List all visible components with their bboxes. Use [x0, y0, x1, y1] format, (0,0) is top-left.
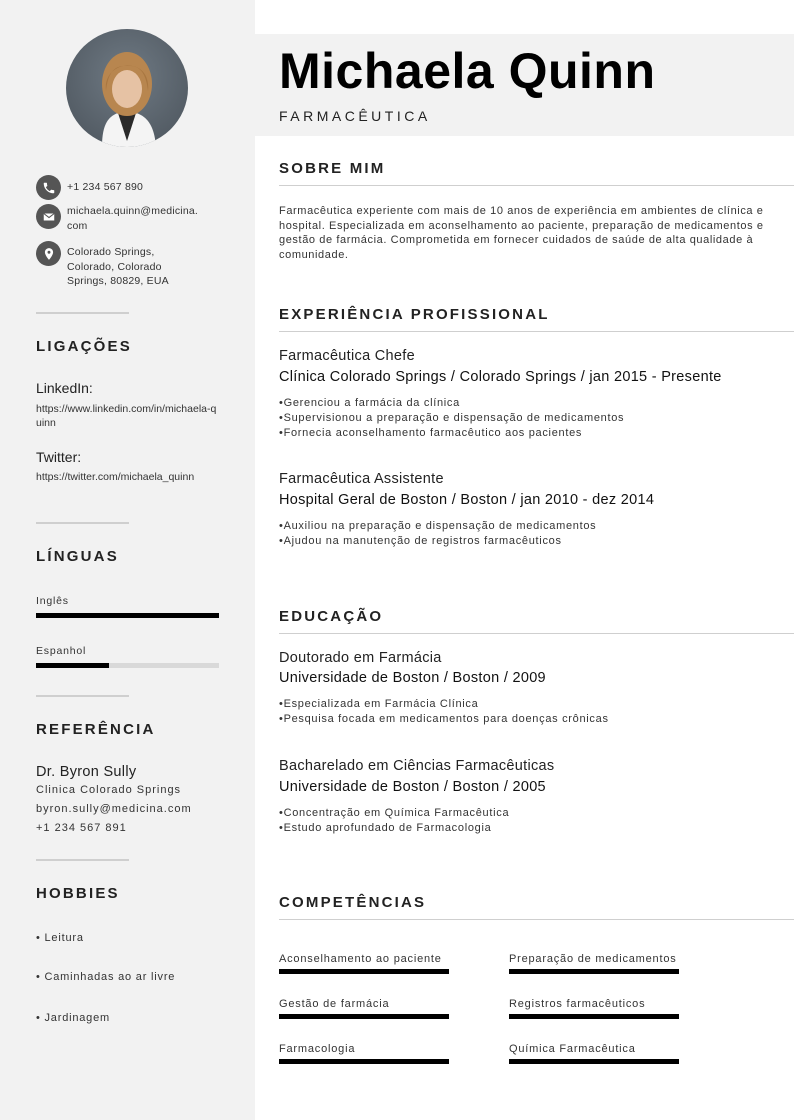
divider	[36, 312, 129, 314]
education-heading: EDUCAÇÃO	[279, 608, 384, 625]
full-name: Michaela Quinn	[279, 43, 656, 99]
language-level-bar	[36, 613, 219, 618]
divider	[279, 919, 794, 920]
hobby-item: • Jardinagem	[36, 1012, 110, 1024]
bullet-item: • Estudo aprofundado de Farmacologia	[279, 821, 779, 836]
skill-level-fill	[509, 1059, 679, 1064]
phone-icon	[36, 175, 61, 200]
education-bullets	[279, 806, 779, 836]
bullet-item: • Gerenciou a farmácia da clínica	[279, 396, 779, 411]
links-heading: LIGAÇÕES	[36, 338, 132, 355]
bullet-item: • Especializada em Farmácia Clínica	[279, 697, 779, 712]
divider	[36, 522, 129, 524]
skill-level-bar	[509, 1059, 679, 1064]
skill-level-fill	[279, 1014, 449, 1019]
bullet-item: • Concentração em Química Farmacêutica	[279, 806, 779, 821]
education-title: Doutorado em Farmácia	[279, 650, 442, 666]
skills-heading: COMPETÊNCIAS	[279, 894, 427, 911]
experience-bullets	[279, 396, 779, 441]
email-text: michaela.quinn@medicina. com	[67, 205, 199, 232]
skill-level-bar	[509, 1014, 679, 1019]
bullet-item: • Auxiliou na preparação e dispensação de medicamentos	[279, 519, 779, 534]
language-level-fill	[36, 663, 109, 668]
skill-level-bar	[279, 1059, 449, 1064]
phone-text: +1 234 567 890	[67, 181, 144, 193]
skill-name: Preparação de medicamentos	[509, 953, 677, 965]
language-level-bar	[36, 663, 219, 668]
reference-email[interactable]: byron.sully@medicina.com	[36, 803, 192, 815]
skill-level-fill	[509, 969, 679, 974]
education-details: Universidade de Boston / Boston / 2009	[279, 670, 546, 686]
skill-item	[509, 985, 679, 1019]
education-title: Bacharelado em Ciências Farmacêuticas	[279, 758, 555, 774]
reference-company: Clinica Colorado Springs	[36, 784, 182, 796]
skill-item	[509, 940, 679, 974]
experience-details: Clínica Colorado Springs / Colorado Springs / jan 2015 - Presente	[279, 369, 722, 385]
skill-item	[279, 940, 449, 974]
hobby-item: • Leitura	[36, 932, 84, 944]
skill-name: Gestão de farmácia	[279, 998, 390, 1010]
job-title: FARMACÊUTICA	[279, 108, 431, 124]
experience-title: Farmacêutica Assistente	[279, 471, 444, 487]
hobbies-heading: HOBBIES	[36, 885, 120, 902]
skill-item	[279, 1030, 449, 1064]
skill-level-fill	[509, 1014, 679, 1019]
skill-name: Farmacologia	[279, 1043, 356, 1055]
skill-level-fill	[279, 969, 449, 974]
divider	[36, 695, 129, 697]
skill-level-bar	[509, 969, 679, 974]
profile-photo	[66, 29, 188, 147]
sidebar	[0, 0, 255, 1120]
divider	[36, 859, 129, 861]
contact-address	[36, 241, 217, 289]
experience-bullets	[279, 519, 779, 549]
divider	[279, 331, 794, 332]
reference-phone: +1 234 567 891	[36, 822, 127, 834]
about-heading: SOBRE MIM	[279, 160, 386, 177]
skill-item	[279, 985, 449, 1019]
divider	[279, 185, 794, 186]
experience-title: Farmacêutica Chefe	[279, 348, 415, 364]
linkedin-label: LinkedIn:	[36, 380, 93, 396]
bullet-item: • Supervisionou a preparação e dispensação de medicamentos	[279, 411, 779, 426]
reference-heading: REFERÊNCIA	[36, 721, 156, 738]
experience-heading: EXPERIÊNCIA PROFISSIONAL	[279, 306, 550, 323]
bullet-item: • Ajudou na manutenção de registros farmacêuticos	[279, 534, 779, 549]
skill-level-bar	[279, 969, 449, 974]
skill-name: Aconselhamento ao paciente	[279, 953, 442, 965]
experience-details: Hospital Geral de Boston / Boston / jan 2010 - dez 2014	[279, 492, 655, 508]
avatar	[66, 29, 188, 147]
skill-name: Registros farmacêuticos	[509, 998, 646, 1010]
address-text: Colorado Springs, Colorado, Colorado Springs, 80829, EUA	[67, 246, 169, 287]
location-pin-icon	[36, 241, 61, 266]
skill-item	[509, 1030, 679, 1064]
twitter-link[interactable]: https://twitter.com/michaela_quinn	[36, 471, 195, 483]
language-name: Inglês	[36, 595, 69, 607]
hobby-item: • Caminhadas ao ar livre	[36, 971, 176, 983]
about-text: Farmacêutica experiente com mais de 10 anos de experiência em ambientes de clínica e hospital. Especializada em aconselhamento ao paciente, preparação de medicamentos e gestão de farmácia. Comprometida em fornecer cuidados de saúde de alta qualidade à comunidade.	[279, 205, 764, 261]
linkedin-link[interactable]: https://www.linkedin.com/in/michaela-quinn	[36, 403, 217, 429]
education-bullets	[279, 697, 779, 727]
contact-phone	[36, 175, 217, 200]
bullet-item: • Pesquisa focada em medicamentos para doenças crônicas	[279, 712, 779, 727]
envelope-icon	[36, 204, 61, 229]
languages-heading: LÍNGUAS	[36, 548, 119, 565]
contact-email	[36, 204, 217, 233]
skill-level-fill	[279, 1059, 449, 1064]
main-content	[255, 0, 794, 1120]
twitter-label: Twitter:	[36, 449, 82, 465]
divider	[279, 633, 794, 634]
reference-name: Dr. Byron Sully	[36, 764, 137, 780]
skill-level-bar	[279, 1014, 449, 1019]
language-name: Espanhol	[36, 645, 87, 657]
language-level-fill	[36, 613, 219, 618]
skill-name: Química Farmacêutica	[509, 1043, 636, 1055]
education-details: Universidade de Boston / Boston / 2005	[279, 779, 546, 795]
bullet-item: • Fornecia aconselhamento farmacêutico aos pacientes	[279, 426, 779, 441]
